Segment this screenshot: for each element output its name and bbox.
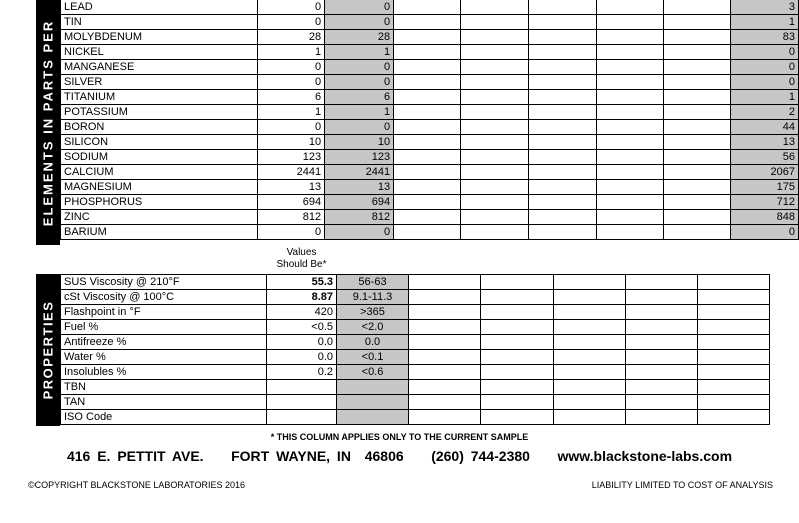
element-empty-cell bbox=[663, 225, 730, 240]
element-unit-value: 10 bbox=[258, 135, 325, 150]
property-empty-cell bbox=[698, 275, 770, 290]
element-empty-cell bbox=[529, 225, 596, 240]
property-empty-cell bbox=[481, 380, 554, 395]
lab-contact-line: 416 E. PETTIT AVE. FORT WAYNE, IN 46806 (260) 744-2380 www.blackstone-labs.com bbox=[66, 448, 733, 464]
element-empty-cell bbox=[529, 195, 596, 210]
element-empty-cell bbox=[529, 60, 596, 75]
element-empty-cell bbox=[596, 15, 663, 30]
element-row bbox=[61, 180, 799, 195]
copyright: ©COPYRIGHT BLACKSTONE LABORATORIES 2016 bbox=[28, 480, 246, 490]
element-empty-cell bbox=[394, 90, 461, 105]
element-average-value: 28 bbox=[325, 30, 394, 45]
element-name: LEAD bbox=[61, 0, 258, 15]
element-empty-cell bbox=[394, 15, 461, 30]
property-empty-cell bbox=[409, 275, 481, 290]
property-empty-cell bbox=[409, 290, 481, 305]
element-empty-cell bbox=[663, 195, 730, 210]
element-empty-cell bbox=[461, 15, 529, 30]
element-empty-cell bbox=[596, 210, 663, 225]
element-average-history-value: 2 bbox=[730, 105, 798, 120]
property-should-be: 9.1-11.3 bbox=[337, 290, 409, 305]
element-average-history-value: 0 bbox=[730, 75, 798, 90]
element-name: MANGANESE bbox=[61, 60, 258, 75]
element-empty-cell bbox=[663, 90, 730, 105]
element-average-value: 812 bbox=[325, 210, 394, 225]
property-empty-cell bbox=[554, 350, 626, 365]
property-empty-cell bbox=[481, 320, 554, 335]
element-empty-cell bbox=[461, 210, 529, 225]
property-empty-cell bbox=[626, 335, 698, 350]
property-empty-cell bbox=[409, 395, 481, 410]
element-empty-cell bbox=[461, 30, 529, 45]
element-empty-cell bbox=[394, 210, 461, 225]
element-name: BARIUM bbox=[61, 225, 258, 240]
property-value bbox=[267, 410, 337, 425]
element-unit-value: 1 bbox=[258, 45, 325, 60]
element-unit-value: 13 bbox=[258, 180, 325, 195]
property-value: 0.0 bbox=[267, 335, 337, 350]
element-unit-value: 0 bbox=[258, 60, 325, 75]
property-row bbox=[61, 380, 770, 395]
element-empty-cell bbox=[394, 75, 461, 90]
element-name: PHOSPHORUS bbox=[61, 195, 258, 210]
element-empty-cell bbox=[596, 150, 663, 165]
element-average-history-value: 1 bbox=[730, 15, 798, 30]
element-average-history-value: 13 bbox=[730, 135, 798, 150]
property-should-be: <0.6 bbox=[337, 365, 409, 380]
element-empty-cell bbox=[394, 195, 461, 210]
element-empty-cell bbox=[663, 75, 730, 90]
element-name: BORON bbox=[61, 120, 258, 135]
element-row bbox=[61, 135, 799, 150]
element-empty-cell bbox=[529, 180, 596, 195]
liability-notice: LIABILITY LIMITED TO COST OF ANALYSIS bbox=[591, 480, 773, 490]
element-unit-value: 28 bbox=[258, 30, 325, 45]
element-average-history-value: 83 bbox=[730, 30, 798, 45]
element-empty-cell bbox=[529, 165, 596, 180]
property-empty-cell bbox=[626, 275, 698, 290]
element-average-history-value: 0 bbox=[730, 225, 798, 240]
property-empty-cell bbox=[481, 335, 554, 350]
property-empty-cell bbox=[626, 290, 698, 305]
element-average-history-value: 0 bbox=[730, 60, 798, 75]
element-empty-cell bbox=[394, 45, 461, 60]
property-should-be: 56-63 bbox=[337, 275, 409, 290]
property-empty-cell bbox=[481, 290, 554, 305]
property-empty-cell bbox=[554, 305, 626, 320]
property-name: Antifreeze % bbox=[61, 335, 267, 350]
element-row bbox=[61, 225, 799, 240]
property-name: SUS Viscosity @ 210°F bbox=[61, 275, 267, 290]
element-empty-cell bbox=[529, 45, 596, 60]
element-row bbox=[61, 75, 799, 90]
element-empty-cell bbox=[596, 135, 663, 150]
element-empty-cell bbox=[394, 150, 461, 165]
property-empty-cell bbox=[698, 320, 770, 335]
element-unit-value: 2441 bbox=[258, 165, 325, 180]
element-name: POTASSIUM bbox=[61, 105, 258, 120]
property-empty-cell bbox=[554, 290, 626, 305]
property-empty-cell bbox=[554, 275, 626, 290]
property-empty-cell bbox=[481, 410, 554, 425]
property-row bbox=[61, 350, 770, 365]
element-empty-cell bbox=[461, 165, 529, 180]
element-average-value: 0 bbox=[325, 60, 394, 75]
property-should-be: >365 bbox=[337, 305, 409, 320]
property-name: Flashpoint in °F bbox=[61, 305, 267, 320]
property-row bbox=[61, 410, 770, 425]
element-empty-cell bbox=[461, 180, 529, 195]
property-empty-cell bbox=[554, 410, 626, 425]
property-empty-cell bbox=[481, 395, 554, 410]
property-name: TBN bbox=[61, 380, 267, 395]
element-empty-cell bbox=[461, 150, 529, 165]
element-empty-cell bbox=[529, 15, 596, 30]
element-empty-cell bbox=[596, 105, 663, 120]
property-empty-cell bbox=[698, 350, 770, 365]
element-empty-cell bbox=[529, 120, 596, 135]
property-row bbox=[61, 290, 770, 305]
property-empty-cell bbox=[554, 365, 626, 380]
element-row bbox=[61, 165, 799, 180]
property-empty-cell bbox=[698, 410, 770, 425]
property-should-be: <0.1 bbox=[337, 350, 409, 365]
element-average-value: 0 bbox=[325, 15, 394, 30]
property-empty-cell bbox=[409, 320, 481, 335]
element-empty-cell bbox=[394, 135, 461, 150]
element-empty-cell bbox=[394, 120, 461, 135]
element-name: SILICON bbox=[61, 135, 258, 150]
element-average-value: 0 bbox=[325, 0, 394, 15]
element-empty-cell bbox=[461, 45, 529, 60]
element-empty-cell bbox=[461, 60, 529, 75]
element-empty-cell bbox=[596, 30, 663, 45]
element-empty-cell bbox=[596, 0, 663, 15]
property-value: <0.5 bbox=[267, 320, 337, 335]
element-empty-cell bbox=[663, 180, 730, 195]
property-name: ISO Code bbox=[61, 410, 267, 425]
property-value: 55.3 bbox=[267, 275, 337, 290]
property-name: TAN bbox=[61, 395, 267, 410]
element-row bbox=[61, 150, 799, 165]
element-average-value: 2441 bbox=[325, 165, 394, 180]
element-average-value: 1 bbox=[325, 105, 394, 120]
property-empty-cell bbox=[626, 305, 698, 320]
property-empty-cell bbox=[409, 365, 481, 380]
element-row bbox=[61, 120, 799, 135]
property-empty-cell bbox=[698, 365, 770, 380]
property-empty-cell bbox=[554, 320, 626, 335]
property-empty-cell bbox=[626, 365, 698, 380]
element-unit-value: 694 bbox=[258, 195, 325, 210]
property-name: Insolubles % bbox=[61, 365, 267, 380]
property-empty-cell bbox=[698, 305, 770, 320]
property-empty-cell bbox=[554, 335, 626, 350]
element-average-value: 0 bbox=[325, 225, 394, 240]
element-empty-cell bbox=[596, 225, 663, 240]
property-empty-cell bbox=[698, 395, 770, 410]
elements-table bbox=[60, 0, 799, 240]
element-average-value: 0 bbox=[325, 120, 394, 135]
values-header-line1: Values bbox=[286, 247, 317, 258]
element-empty-cell bbox=[461, 120, 529, 135]
element-average-value: 13 bbox=[325, 180, 394, 195]
element-empty-cell bbox=[394, 105, 461, 120]
property-empty-cell bbox=[409, 350, 481, 365]
element-empty-cell bbox=[596, 60, 663, 75]
property-empty-cell bbox=[409, 335, 481, 350]
element-empty-cell bbox=[596, 180, 663, 195]
element-empty-cell bbox=[529, 0, 596, 15]
property-empty-cell bbox=[409, 305, 481, 320]
element-name: SILVER bbox=[61, 75, 258, 90]
properties-sidebar bbox=[36, 274, 60, 426]
element-empty-cell bbox=[461, 90, 529, 105]
element-average-value: 694 bbox=[325, 195, 394, 210]
element-unit-value: 6 bbox=[258, 90, 325, 105]
element-unit-value: 0 bbox=[258, 225, 325, 240]
property-empty-cell bbox=[481, 365, 554, 380]
element-empty-cell bbox=[596, 120, 663, 135]
element-empty-cell bbox=[529, 75, 596, 90]
element-average-history-value: 3 bbox=[730, 0, 798, 15]
element-empty-cell bbox=[529, 210, 596, 225]
element-row bbox=[61, 195, 799, 210]
element-empty-cell bbox=[663, 45, 730, 60]
property-empty-cell bbox=[409, 380, 481, 395]
element-average-history-value: 1 bbox=[730, 90, 798, 105]
element-unit-value: 0 bbox=[258, 0, 325, 15]
element-name: CALCIUM bbox=[61, 165, 258, 180]
property-empty-cell bbox=[409, 410, 481, 425]
property-row bbox=[61, 335, 770, 350]
element-name: NICKEL bbox=[61, 45, 258, 60]
property-empty-cell bbox=[481, 350, 554, 365]
element-empty-cell bbox=[596, 165, 663, 180]
element-empty-cell bbox=[663, 135, 730, 150]
property-empty-cell bbox=[626, 350, 698, 365]
element-unit-value: 0 bbox=[258, 75, 325, 90]
element-unit-value: 0 bbox=[258, 120, 325, 135]
element-name: MAGNESIUM bbox=[61, 180, 258, 195]
element-empty-cell bbox=[663, 120, 730, 135]
element-row bbox=[61, 105, 799, 120]
element-name: SODIUM bbox=[61, 150, 258, 165]
element-average-value: 1 bbox=[325, 45, 394, 60]
element-average-value: 6 bbox=[325, 90, 394, 105]
element-average-value: 0 bbox=[325, 75, 394, 90]
element-name: TITANIUM bbox=[61, 90, 258, 105]
property-value: 8.87 bbox=[267, 290, 337, 305]
element-row bbox=[61, 90, 799, 105]
element-row bbox=[61, 0, 799, 15]
element-unit-value: 0 bbox=[258, 15, 325, 30]
element-average-value: 123 bbox=[325, 150, 394, 165]
element-unit-value: 1 bbox=[258, 105, 325, 120]
elements-sidebar bbox=[36, 0, 60, 245]
properties-table bbox=[60, 274, 770, 425]
values-header-line2: Should Be* bbox=[276, 259, 327, 270]
property-should-be bbox=[337, 410, 409, 425]
element-empty-cell bbox=[596, 45, 663, 60]
property-empty-cell bbox=[698, 380, 770, 395]
element-row bbox=[61, 60, 799, 75]
element-unit-value: 812 bbox=[258, 210, 325, 225]
element-empty-cell bbox=[596, 75, 663, 90]
property-should-be: <2.0 bbox=[337, 320, 409, 335]
property-value: 0.0 bbox=[267, 350, 337, 365]
element-empty-cell bbox=[663, 210, 730, 225]
element-empty-cell bbox=[529, 150, 596, 165]
element-empty-cell bbox=[529, 135, 596, 150]
element-average-value: 10 bbox=[325, 135, 394, 150]
element-empty-cell bbox=[394, 165, 461, 180]
element-empty-cell bbox=[529, 105, 596, 120]
property-row bbox=[61, 275, 770, 290]
property-row bbox=[61, 395, 770, 410]
element-empty-cell bbox=[394, 225, 461, 240]
element-average-history-value: 2067 bbox=[730, 165, 798, 180]
property-empty-cell bbox=[481, 305, 554, 320]
properties-sidebar-label: PROPERTIES bbox=[40, 300, 56, 400]
element-empty-cell bbox=[663, 165, 730, 180]
element-average-history-value: 848 bbox=[730, 210, 798, 225]
element-empty-cell bbox=[663, 15, 730, 30]
element-empty-cell bbox=[394, 0, 461, 15]
element-row bbox=[61, 15, 799, 30]
element-empty-cell bbox=[663, 30, 730, 45]
element-name: MOLYBDENUM bbox=[61, 30, 258, 45]
element-row bbox=[61, 30, 799, 45]
element-empty-cell bbox=[596, 195, 663, 210]
element-empty-cell bbox=[461, 195, 529, 210]
elements-sidebar-label: ELEMENTS IN PARTS PER bbox=[40, 19, 56, 226]
property-name: Water % bbox=[61, 350, 267, 365]
element-empty-cell bbox=[394, 60, 461, 75]
property-empty-cell bbox=[554, 395, 626, 410]
element-name: ZINC bbox=[61, 210, 258, 225]
property-empty-cell bbox=[554, 380, 626, 395]
property-value bbox=[267, 380, 337, 395]
element-name: TIN bbox=[61, 15, 258, 30]
element-empty-cell bbox=[529, 90, 596, 105]
property-should-be bbox=[337, 395, 409, 410]
element-average-history-value: 56 bbox=[730, 150, 798, 165]
element-empty-cell bbox=[394, 30, 461, 45]
column-note: * THIS COLUMN APPLIES ONLY TO THE CURRENT SAMPLE bbox=[270, 432, 529, 442]
element-average-history-value: 175 bbox=[730, 180, 798, 195]
property-name: cSt Viscosity @ 100°C bbox=[61, 290, 267, 305]
property-value: 0.2 bbox=[267, 365, 337, 380]
property-should-be: 0.0 bbox=[337, 335, 409, 350]
property-empty-cell bbox=[698, 335, 770, 350]
property-empty-cell bbox=[626, 410, 698, 425]
property-row bbox=[61, 305, 770, 320]
element-empty-cell bbox=[461, 135, 529, 150]
property-should-be bbox=[337, 380, 409, 395]
element-empty-cell bbox=[663, 0, 730, 15]
element-empty-cell bbox=[663, 60, 730, 75]
element-empty-cell bbox=[461, 105, 529, 120]
property-value: 420 bbox=[267, 305, 337, 320]
element-empty-cell bbox=[663, 105, 730, 120]
property-empty-cell bbox=[626, 380, 698, 395]
element-empty-cell bbox=[529, 30, 596, 45]
property-empty-cell bbox=[626, 395, 698, 410]
property-value bbox=[267, 395, 337, 410]
element-average-history-value: 0 bbox=[730, 45, 798, 60]
element-row bbox=[61, 45, 799, 60]
property-row bbox=[61, 320, 770, 335]
property-empty-cell bbox=[698, 290, 770, 305]
element-unit-value: 123 bbox=[258, 150, 325, 165]
element-average-history-value: 712 bbox=[730, 195, 798, 210]
element-empty-cell bbox=[461, 225, 529, 240]
property-empty-cell bbox=[626, 320, 698, 335]
values-should-be-header bbox=[266, 247, 337, 271]
element-empty-cell bbox=[596, 90, 663, 105]
element-empty-cell bbox=[461, 0, 529, 15]
element-empty-cell bbox=[461, 75, 529, 90]
element-average-history-value: 44 bbox=[730, 120, 798, 135]
element-empty-cell bbox=[663, 150, 730, 165]
property-name: Fuel % bbox=[61, 320, 267, 335]
property-row bbox=[61, 365, 770, 380]
element-row bbox=[61, 210, 799, 225]
element-empty-cell bbox=[394, 180, 461, 195]
property-empty-cell bbox=[481, 275, 554, 290]
